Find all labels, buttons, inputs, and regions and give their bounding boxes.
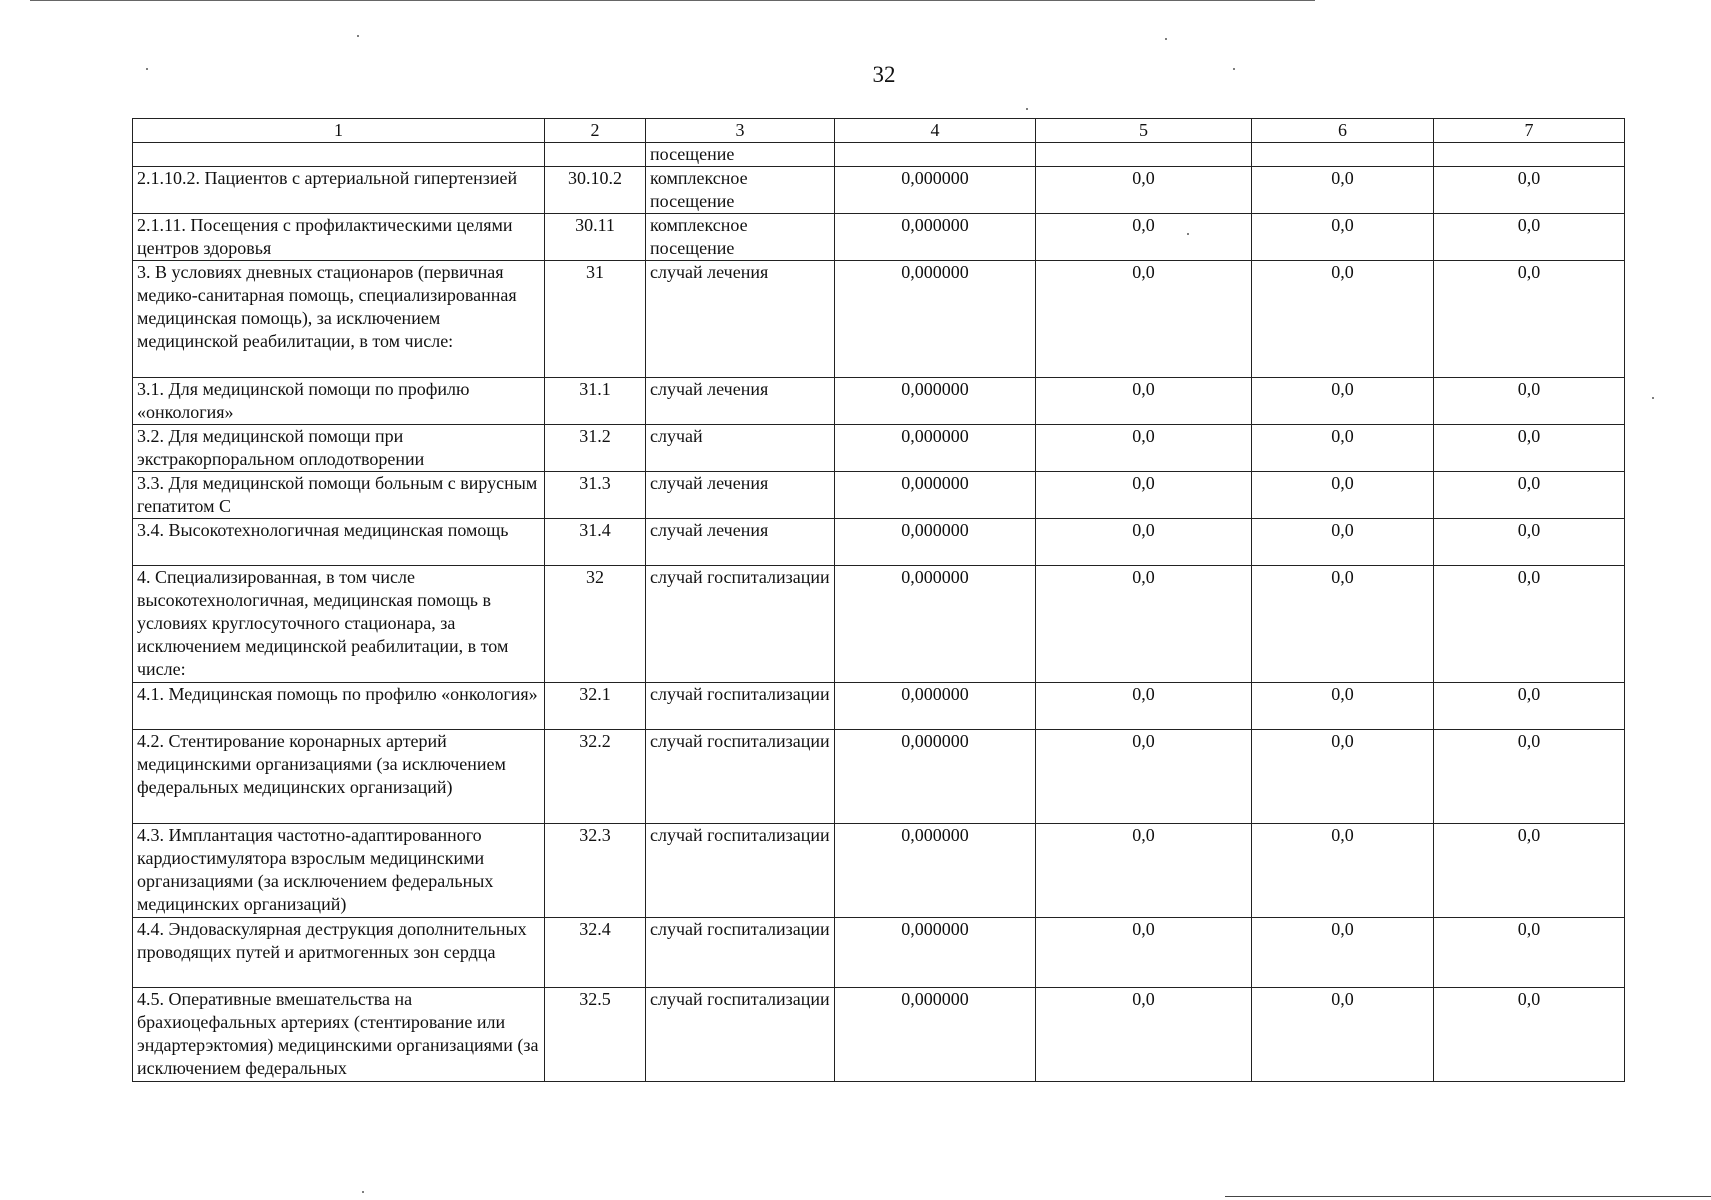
table-row bbox=[133, 683, 1625, 730]
row-code-cell: 32.2 bbox=[545, 730, 646, 824]
row-name-cell: 4. Специализированная, в том числе высокотехнологичная, медицинская помощь в условиях круглосуточного стационара, за исключением медицинской реабилитации, в том числе: bbox=[133, 566, 545, 683]
row-value-col4: 0,000000 bbox=[835, 472, 1036, 519]
row-name-cell: 4.1. Медицинская помощь по профилю «онкология» bbox=[133, 683, 545, 730]
row-value-col6: 0,0 bbox=[1252, 472, 1434, 519]
row-code-cell: 31.2 bbox=[545, 425, 646, 472]
row-name-cell: 3.2. Для медицинской помощи при экстракорпоральном оплодотворении bbox=[133, 425, 545, 472]
row-code-cell: 31.4 bbox=[545, 519, 646, 566]
row-value-col7: 0,0 bbox=[1434, 519, 1625, 566]
table-row bbox=[133, 472, 1625, 519]
table-row bbox=[133, 918, 1625, 988]
row-value-col6 bbox=[1252, 143, 1434, 167]
table-row bbox=[133, 425, 1625, 472]
row-value-col6: 0,0 bbox=[1252, 378, 1434, 425]
row-unit-cell: случай госпитализации bbox=[646, 730, 835, 824]
row-code-cell: 31 bbox=[545, 261, 646, 378]
row-value-col4: 0,000000 bbox=[835, 425, 1036, 472]
scan-bottom-rule bbox=[1225, 1196, 1711, 1197]
row-unit-cell: комплексное посещение bbox=[646, 167, 835, 214]
scan-speck bbox=[1165, 38, 1167, 40]
row-value-col7: 0,0 bbox=[1434, 167, 1625, 214]
row-code-cell: 32.5 bbox=[545, 988, 646, 1082]
row-unit-cell: случай госпитализации bbox=[646, 918, 835, 988]
row-value-col7: 0,0 bbox=[1434, 683, 1625, 730]
row-unit-cell: случай госпитализации bbox=[646, 566, 835, 683]
row-unit-cell: случай лечения bbox=[646, 519, 835, 566]
row-code-cell: 31.1 bbox=[545, 378, 646, 425]
column-number: 7 bbox=[1434, 119, 1625, 143]
row-value-col4 bbox=[835, 143, 1036, 167]
row-value-col4: 0,000000 bbox=[835, 566, 1036, 683]
row-value-col7: 0,0 bbox=[1434, 214, 1625, 261]
row-name-cell: 4.5. Оперативные вмешательства на брахиоцефальных артериях (стентирование или эндартерэктомия) медицинскими организациями (за исключением федеральных bbox=[133, 988, 545, 1082]
row-value-col7: 0,0 bbox=[1434, 472, 1625, 519]
row-value-col4: 0,000000 bbox=[835, 378, 1036, 425]
row-unit-cell: случай лечения bbox=[646, 378, 835, 425]
row-name-cell: 3. В условиях дневных стационаров (первичная медико-санитарная помощь, специализированная медицинская помощь), за исключением медицинской реабилитации, в том числе: bbox=[133, 261, 545, 378]
row-value-col7: 0,0 bbox=[1434, 566, 1625, 683]
row-value-col7 bbox=[1434, 143, 1625, 167]
row-value-col4: 0,000000 bbox=[835, 824, 1036, 918]
row-value-col5: 0,0 bbox=[1036, 261, 1252, 378]
row-code-cell: 32 bbox=[545, 566, 646, 683]
column-number: 2 bbox=[545, 119, 646, 143]
row-value-col6: 0,0 bbox=[1252, 261, 1434, 378]
row-name-cell: 3.1. Для медицинской помощи по профилю «онкология» bbox=[133, 378, 545, 425]
row-code-cell: 32.4 bbox=[545, 918, 646, 988]
table-row bbox=[133, 167, 1625, 214]
row-value-col4: 0,000000 bbox=[835, 918, 1036, 988]
row-value-col4: 0,000000 bbox=[835, 214, 1036, 261]
row-value-col6: 0,0 bbox=[1252, 214, 1434, 261]
row-name-cell: 3.3. Для медицинской помощи больным с вирусным гепатитом С bbox=[133, 472, 545, 519]
row-code-cell: 31.3 bbox=[545, 472, 646, 519]
row-value-col5: 0,0 bbox=[1036, 214, 1252, 261]
table-row bbox=[133, 519, 1625, 566]
row-value-col5: 0,0 bbox=[1036, 566, 1252, 683]
row-code-cell: 32.3 bbox=[545, 824, 646, 918]
row-value-col5: 0,0 bbox=[1036, 824, 1252, 918]
row-value-col6: 0,0 bbox=[1252, 683, 1434, 730]
row-value-col6: 0,0 bbox=[1252, 167, 1434, 214]
row-value-col7: 0,0 bbox=[1434, 988, 1625, 1082]
scan-speck bbox=[1652, 397, 1654, 399]
row-value-col6: 0,0 bbox=[1252, 730, 1434, 824]
column-number-row bbox=[133, 119, 1625, 143]
column-number: 4 bbox=[835, 119, 1036, 143]
row-unit-cell: случай лечения bbox=[646, 472, 835, 519]
row-value-col4: 0,000000 bbox=[835, 730, 1036, 824]
data-table bbox=[132, 118, 1625, 1082]
row-code-cell bbox=[545, 143, 646, 167]
row-value-col7: 0,0 bbox=[1434, 378, 1625, 425]
table-row bbox=[133, 730, 1625, 824]
scan-speck bbox=[1026, 108, 1028, 110]
row-value-col6: 0,0 bbox=[1252, 519, 1434, 566]
row-value-col5: 0,0 bbox=[1036, 472, 1252, 519]
column-number: 3 bbox=[646, 119, 835, 143]
row-value-col7: 0,0 bbox=[1434, 425, 1625, 472]
row-value-col5: 0,0 bbox=[1036, 988, 1252, 1082]
scan-speck bbox=[357, 35, 359, 37]
scan-speck bbox=[362, 1191, 364, 1193]
row-value-col5: 0,0 bbox=[1036, 730, 1252, 824]
column-number: 6 bbox=[1252, 119, 1434, 143]
row-value-col5 bbox=[1036, 143, 1252, 167]
row-value-col4: 0,000000 bbox=[835, 683, 1036, 730]
row-name-cell: 2.1.10.2. Пациентов с артериальной гипертензией bbox=[133, 167, 545, 214]
row-value-col7: 0,0 bbox=[1434, 824, 1625, 918]
row-value-col6: 0,0 bbox=[1252, 918, 1434, 988]
row-value-col7: 0,0 bbox=[1434, 918, 1625, 988]
row-value-col6: 0,0 bbox=[1252, 988, 1434, 1082]
page-number: 32 bbox=[872, 62, 896, 87]
row-value-col5: 0,0 bbox=[1036, 918, 1252, 988]
table-row bbox=[133, 378, 1625, 425]
table-row bbox=[133, 566, 1625, 683]
row-value-col5: 0,0 bbox=[1036, 167, 1252, 214]
row-name-cell: 4.2. Стентирование коронарных артерий медицинскими организациями (за исключением федеральных медицинских организаций) bbox=[133, 730, 545, 824]
row-value-col4: 0,000000 bbox=[835, 167, 1036, 214]
column-number: 5 bbox=[1036, 119, 1252, 143]
table-body bbox=[133, 119, 1625, 1082]
table-row bbox=[133, 261, 1625, 378]
row-name-cell: 2.1.11. Посещения с профилактическими целями центров здоровья bbox=[133, 214, 545, 261]
row-value-col5: 0,0 bbox=[1036, 683, 1252, 730]
row-name-cell bbox=[133, 143, 545, 167]
row-value-col5: 0,0 bbox=[1036, 425, 1252, 472]
row-value-col6: 0,0 bbox=[1252, 566, 1434, 683]
row-unit-cell: случай лечения bbox=[646, 261, 835, 378]
row-unit-cell: случай bbox=[646, 425, 835, 472]
row-value-col7: 0,0 bbox=[1434, 730, 1625, 824]
row-unit-cell: посещение bbox=[646, 143, 835, 167]
row-value-col4: 0,000000 bbox=[835, 988, 1036, 1082]
row-code-cell: 30.11 bbox=[545, 214, 646, 261]
table-row bbox=[133, 214, 1625, 261]
scan-top-rule bbox=[30, 0, 1315, 1]
row-name-cell: 3.4. Высокотехнологичная медицинская помощь bbox=[133, 519, 545, 566]
row-value-col4: 0,000000 bbox=[835, 261, 1036, 378]
row-unit-cell: случай госпитализации bbox=[646, 988, 835, 1082]
column-number: 1 bbox=[133, 119, 545, 143]
row-unit-cell: случай госпитализации bbox=[646, 824, 835, 918]
row-value-col6: 0,0 bbox=[1252, 824, 1434, 918]
row-name-cell: 4.3. Имплантация частотно-адаптированного кардиостимулятора взрослым медицинскими организациями (за исключением федеральных медицинских организаций) bbox=[133, 824, 545, 918]
row-name-cell: 4.4. Эндоваскулярная деструкция дополнительных проводящих путей и аритмогенных зон сердца bbox=[133, 918, 545, 988]
row-value-col6: 0,0 bbox=[1252, 425, 1434, 472]
table-row bbox=[133, 824, 1625, 918]
row-code-cell: 32.1 bbox=[545, 683, 646, 730]
table-row bbox=[133, 143, 1625, 167]
table-row bbox=[133, 988, 1625, 1082]
row-value-col5: 0,0 bbox=[1036, 378, 1252, 425]
row-code-cell: 30.10.2 bbox=[545, 167, 646, 214]
row-value-col4: 0,000000 bbox=[835, 519, 1036, 566]
row-value-col5: 0,0 bbox=[1036, 519, 1252, 566]
row-unit-cell: случай госпитализации bbox=[646, 683, 835, 730]
row-value-col7: 0,0 bbox=[1434, 261, 1625, 378]
row-unit-cell: комплексное посещение bbox=[646, 214, 835, 261]
